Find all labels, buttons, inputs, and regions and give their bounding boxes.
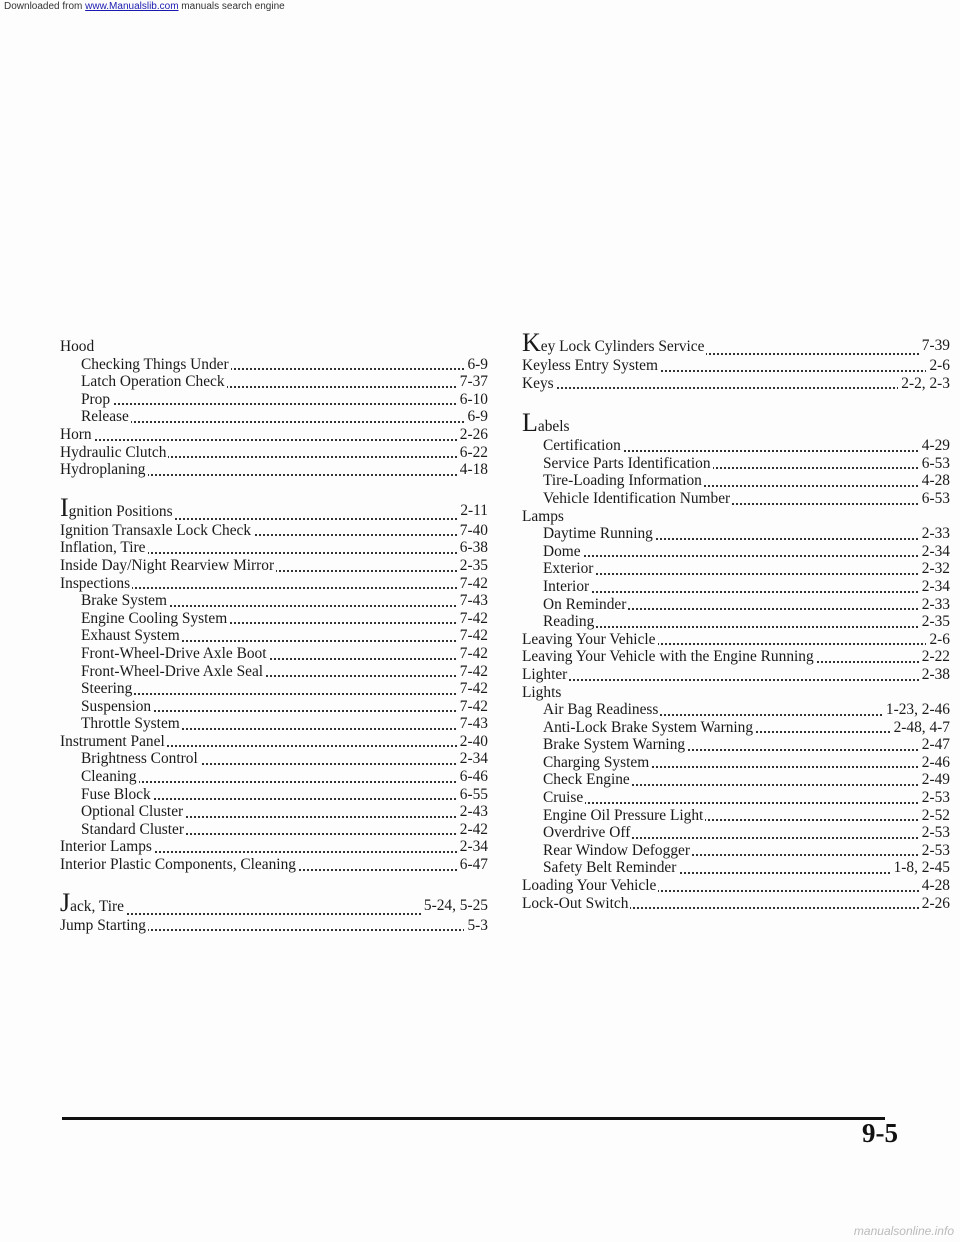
leader-dots <box>81 781 488 783</box>
entry-title: Brake System <box>81 592 167 610</box>
page-reference: 2-35 <box>919 613 950 631</box>
entry-title: Engine Oil Pressure Light <box>543 806 704 824</box>
index-heading: Hood <box>60 338 95 355</box>
entry-title <box>522 333 706 357</box>
entry-title: Rear Window Defogger <box>543 841 690 859</box>
page-reference: 2-22 <box>919 648 950 666</box>
page-reference: 2-48, 4-7 <box>891 719 950 737</box>
index-entry <box>522 631 950 649</box>
leader-dots <box>543 591 950 593</box>
entry-title: Reading <box>543 613 595 631</box>
index-subentry <box>60 680 488 698</box>
index-subentry <box>60 768 488 786</box>
index-entry <box>60 539 488 557</box>
page-reference: 2-33 <box>919 525 950 543</box>
entry-title: Leaving Your Vehicle with the Engine Running <box>522 648 814 666</box>
leader-dots <box>522 387 950 389</box>
index-subentry <box>522 719 950 737</box>
leader-dots <box>543 573 950 575</box>
page-reference: 2-35 <box>457 557 488 575</box>
page-reference: 2-47 <box>919 736 950 754</box>
page-reference: 7-40 <box>457 522 488 540</box>
footer-rule <box>62 1117 885 1120</box>
index-entry <box>60 426 488 444</box>
page-reference: 7-42 <box>457 698 488 716</box>
index-subentry <box>60 627 488 645</box>
page-reference: 7-42 <box>457 575 488 593</box>
index-subentry <box>522 543 950 561</box>
page-reference: 7-37 <box>457 373 488 391</box>
page-reference: 2-52 <box>919 807 950 825</box>
entry-title: Exhaust System <box>81 627 180 645</box>
index-subentry <box>522 859 950 877</box>
index-subentry <box>60 373 488 391</box>
leader-dots <box>543 626 950 628</box>
index-subentry <box>522 472 950 490</box>
entry-title: Hydraulic Clutch <box>60 443 167 461</box>
leader-dots <box>81 421 488 423</box>
page-reference: 2-49 <box>919 771 950 789</box>
index-entry <box>60 522 488 540</box>
page-reference: 2-34 <box>919 543 950 561</box>
page-reference: 2-42 <box>457 821 488 839</box>
index-subentry <box>60 645 488 663</box>
entry-title-rest: ack, Tire <box>70 897 124 915</box>
download-header <box>4 1 285 12</box>
entry-title: Keys <box>522 374 554 392</box>
page-reference: 1-8, 2-45 <box>891 859 950 877</box>
entry-title: Release <box>81 408 129 426</box>
index-subentry <box>60 408 488 426</box>
index-subentry <box>522 807 950 825</box>
entry-title: Standard Cluster <box>81 820 185 838</box>
entry-title: Keyless Entry System <box>522 357 658 374</box>
index-entry <box>60 893 488 917</box>
header-prefix: Downloaded from <box>4 1 86 12</box>
section-letter: K <box>522 333 541 357</box>
page-reference: 2-53 <box>919 842 950 860</box>
leader-dots <box>60 439 488 441</box>
entry-title: Interior Lamps <box>60 838 152 856</box>
entry-title: Safety Belt Reminder <box>543 859 677 877</box>
index-entry <box>522 357 950 375</box>
index-entry <box>522 877 950 895</box>
page-reference: 2-43 <box>457 803 488 821</box>
index-subentry <box>60 698 488 716</box>
index-subentry <box>522 437 950 455</box>
leader-dots <box>522 679 950 681</box>
entry-title: Service Parts Identification <box>543 454 711 472</box>
index-subentry <box>522 771 950 789</box>
index-entry <box>60 856 488 874</box>
index-entry <box>60 575 488 593</box>
footer-logo: manualsonline.info <box>853 1224 954 1238</box>
index-entry <box>60 917 488 935</box>
page-reference: 7-39 <box>919 337 950 355</box>
entry-title: Interior <box>543 577 590 595</box>
entry-title: Suspension <box>81 697 152 715</box>
entry-title: Brightness Control <box>81 750 198 768</box>
page-reference: 2-40 <box>457 733 488 751</box>
page-reference: 1-23, 2-46 <box>883 701 950 719</box>
entry-title: Hydroplaning <box>60 461 146 479</box>
index-entry <box>522 666 950 684</box>
index-subentry <box>522 701 950 719</box>
section-letter: I <box>60 497 69 522</box>
entry-title: Front-Wheel-Drive Axle Seal <box>81 662 264 680</box>
entry-title: Inflation, Tire <box>60 539 146 557</box>
entry-title: Leaving Your Vehicle <box>522 630 656 648</box>
index-subentry <box>522 736 950 754</box>
index-subentry <box>522 560 950 578</box>
page-reference: 2-26 <box>919 895 950 913</box>
page-reference: 7-42 <box>457 663 488 681</box>
page-reference: 7-42 <box>457 645 488 663</box>
index-gap <box>60 874 488 893</box>
page-reference: 2-32 <box>919 560 950 578</box>
page-reference: 6-53 <box>919 490 950 508</box>
entry-title: Steering <box>81 680 133 698</box>
index-subentry <box>522 490 950 508</box>
page-reference: 7-42 <box>457 610 488 628</box>
index-subentry <box>522 754 950 772</box>
index-gap <box>522 392 950 411</box>
index-subentry <box>522 455 950 473</box>
entry-title: Daytime Running <box>543 525 653 543</box>
entry-title: Jump Starting <box>60 916 146 934</box>
page-reference: 2-34 <box>457 838 488 856</box>
entry-title: Tire-Loading Information <box>543 472 702 490</box>
page-reference: 6-9 <box>464 356 488 374</box>
entry-title-rest: gnition Positions <box>68 502 173 520</box>
page-reference: 5-3 <box>464 917 488 935</box>
index-subentry <box>522 596 950 614</box>
page-reference: 4-18 <box>457 461 488 479</box>
page-reference: 6-53 <box>919 455 950 473</box>
entry-title: On Reminder <box>543 595 627 613</box>
entry-title: Fuse Block <box>81 785 151 803</box>
index-subentry <box>60 663 488 681</box>
leader-dots <box>543 802 950 804</box>
entry-title: Instrument Panel <box>60 732 165 750</box>
page-reference: 6-47 <box>457 856 488 874</box>
entry-title: Latch Operation Check <box>81 373 225 391</box>
manualslib-link[interactable]: www.Manualslib.com <box>85 1 179 12</box>
entry-title: Lighter <box>522 665 568 683</box>
section-letter: L <box>522 408 538 438</box>
page-reference: 6-55 <box>457 786 488 804</box>
index-gap <box>60 479 488 498</box>
entry-title: Overdrive Off <box>543 824 631 842</box>
index-column-right <box>522 333 950 912</box>
index-entry <box>60 498 488 522</box>
entry-title <box>60 497 175 522</box>
entry-title: Interior Plastic Components, Cleaning <box>60 856 296 874</box>
index-subentry <box>60 610 488 628</box>
entry-title: Brake System Warning <box>543 736 686 754</box>
leader-dots <box>81 403 488 405</box>
entry-title: Vehicle Identification Number <box>543 489 731 507</box>
page-number: 9-5 <box>862 1118 898 1148</box>
page-reference: 2-6 <box>926 357 950 375</box>
entry-title: Charging System <box>543 753 650 771</box>
heading-rest: abels <box>537 418 570 436</box>
entry-title: Air Bag Readiness <box>543 701 659 719</box>
index-entry <box>60 461 488 479</box>
index-subentry <box>60 750 488 768</box>
leader-dots <box>543 555 950 557</box>
index-subentry <box>60 715 488 733</box>
page-reference: 6-22 <box>457 444 488 462</box>
index-subentry <box>60 803 488 821</box>
page-reference: 2-26 <box>457 426 488 444</box>
page-reference: 2-33 <box>919 596 950 614</box>
page-reference: 5-24, 5-25 <box>421 897 488 915</box>
page-reference: 2-53 <box>919 824 950 842</box>
page-reference: 2-6 <box>926 631 950 649</box>
entry-title: Throttle System <box>81 715 180 733</box>
page-reference: 2-34 <box>919 578 950 596</box>
index-subentry <box>60 356 488 374</box>
entry-title: Loading Your Vehicle <box>522 877 657 895</box>
page-reference: 6-46 <box>457 768 488 786</box>
entry-title: Dome <box>543 542 581 560</box>
section-letter: J <box>60 892 71 917</box>
index-entry <box>60 733 488 751</box>
entry-title: Lock-Out Switch <box>522 894 629 912</box>
entry-title-rest: ey Lock Cylinders Service <box>540 338 705 355</box>
index-entry <box>522 648 950 666</box>
page-reference: 2-34 <box>457 750 488 768</box>
leader-dots <box>81 693 488 695</box>
index-subentry <box>522 613 950 631</box>
index-entry <box>522 333 950 357</box>
entry-title: Inspections <box>60 574 131 592</box>
page-reference: 4-28 <box>919 877 950 895</box>
page-reference: 2-2, 2-3 <box>898 375 950 393</box>
entry-title: Horn <box>60 425 92 443</box>
index-subentry <box>522 842 950 860</box>
index-subentry <box>522 789 950 807</box>
page-reference: 7-43 <box>457 715 488 733</box>
entry-title: Check Engine <box>543 771 630 789</box>
page-reference: 7-43 <box>457 592 488 610</box>
entry-title: Inside Day/Night Rearview Mirror <box>60 556 275 574</box>
index-heading: Lights <box>522 683 562 701</box>
page-reference: 6-9 <box>464 408 488 426</box>
index-column-left <box>60 338 488 934</box>
index-subentry <box>60 592 488 610</box>
index-subentry <box>60 391 488 409</box>
index-subentry <box>60 786 488 804</box>
index-subentry <box>522 525 950 543</box>
entry-title: Prop <box>81 390 111 408</box>
entry-title <box>60 892 126 917</box>
entry-title: Ignition Transaxle Lock Check <box>60 521 252 539</box>
page-reference: 4-28 <box>919 472 950 490</box>
entry-title: Cruise <box>543 789 584 807</box>
index-entry <box>60 557 488 575</box>
entry-title: Exterior <box>543 560 594 578</box>
page-reference: 6-10 <box>457 391 488 409</box>
header-suffix: manuals search engine <box>178 1 285 12</box>
entry-title: Cleaning <box>81 768 137 786</box>
index-entry <box>522 895 950 913</box>
index-subentry <box>522 824 950 842</box>
index-entry <box>60 444 488 462</box>
entry-title: Engine Cooling System <box>81 609 228 627</box>
page-reference: 2-11 <box>457 502 488 520</box>
entry-title: Optional Cluster <box>81 803 184 821</box>
index-entry <box>522 375 950 393</box>
index-heading: Lamps <box>522 507 564 525</box>
index-subentry <box>60 821 488 839</box>
entry-title: Certification <box>543 437 621 455</box>
entry-title: Anti-Lock Brake System Warning <box>543 718 754 736</box>
index-subentry <box>522 578 950 596</box>
entry-title: Checking Things Under <box>81 355 229 373</box>
page-reference: 4-29 <box>919 437 950 455</box>
page-reference: 6-38 <box>457 539 488 557</box>
page-reference: 2-46 <box>919 754 950 772</box>
page-reference: 2-38 <box>919 666 950 684</box>
index-letter-heading <box>522 408 950 438</box>
page-reference: 2-53 <box>919 789 950 807</box>
page-reference: 7-42 <box>457 627 488 645</box>
page-reference: 7-42 <box>457 680 488 698</box>
entry-title: Front-Wheel-Drive Axle Boot <box>81 644 267 662</box>
index-entry <box>60 838 488 856</box>
